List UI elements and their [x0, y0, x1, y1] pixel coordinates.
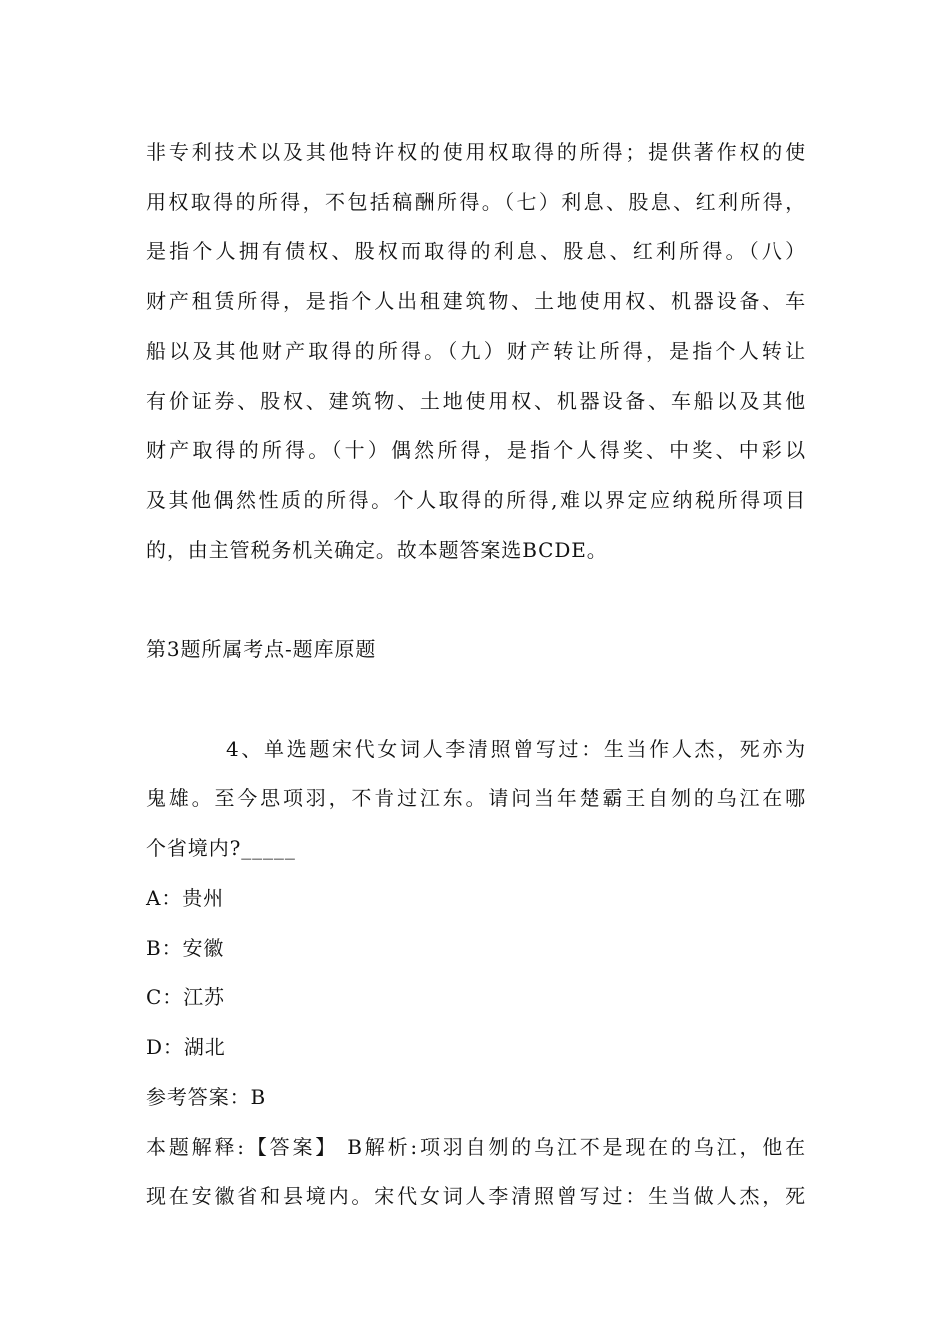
option-c: C：江苏	[146, 985, 225, 1009]
paragraph-line: 非专利技术以及其他特许权的使用权取得的所得；提供著作权的使	[146, 140, 806, 164]
reference-answer: 参考答案：B	[146, 1085, 267, 1109]
section-note: 第3题所属考点-题库原题	[146, 637, 377, 661]
option-b: B：安徽	[146, 936, 225, 960]
option-a: A：贵州	[146, 886, 225, 910]
question-line: 4、单选题宋代女词人李清照曾写过：生当作人杰，死亦为	[226, 737, 806, 761]
paragraph-line: 财产取得的所得。（十）偶然所得，是指个人得奖、中奖、中彩以	[146, 438, 806, 462]
paragraph-line: 的，由主管税务机关确定。故本题答案选BCDE。	[146, 538, 608, 562]
paragraph-line: 有价证券、股权、建筑物、土地使用权、机器设备、车船以及其他	[146, 389, 806, 413]
explanation-line: 现在安徽省和县境内。宋代女词人李清照曾写过：生当做人杰，死	[146, 1184, 806, 1208]
explanation-line: 本题解释:【答案】 B解析:项羽自刎的乌江不是现在的乌江，他在	[146, 1135, 806, 1159]
paragraph-line: 船以及其他财产取得的所得。（九）财产转让所得，是指个人转让	[146, 339, 806, 363]
paragraph-line: 是指个人拥有债权、股权而取得的利息、股息、红利所得。（八）	[146, 239, 806, 263]
question-line: 个省境内?_____	[146, 836, 296, 860]
paragraph-line: 用权取得的所得，不包括稿酬所得。（七）利息、股息、红利所得，	[146, 190, 806, 214]
option-d: D：湖北	[146, 1035, 226, 1059]
question-line: 鬼雄。至今思项羽，不肯过江东。请问当年楚霸王自刎的乌江在哪	[146, 786, 806, 810]
paragraph-line: 财产租赁所得，是指个人出租建筑物、土地使用权、机器设备、车	[146, 289, 806, 313]
paragraph-line: 及其他偶然性质的所得。个人取得的所得,难以界定应纳税所得项目	[146, 488, 806, 512]
